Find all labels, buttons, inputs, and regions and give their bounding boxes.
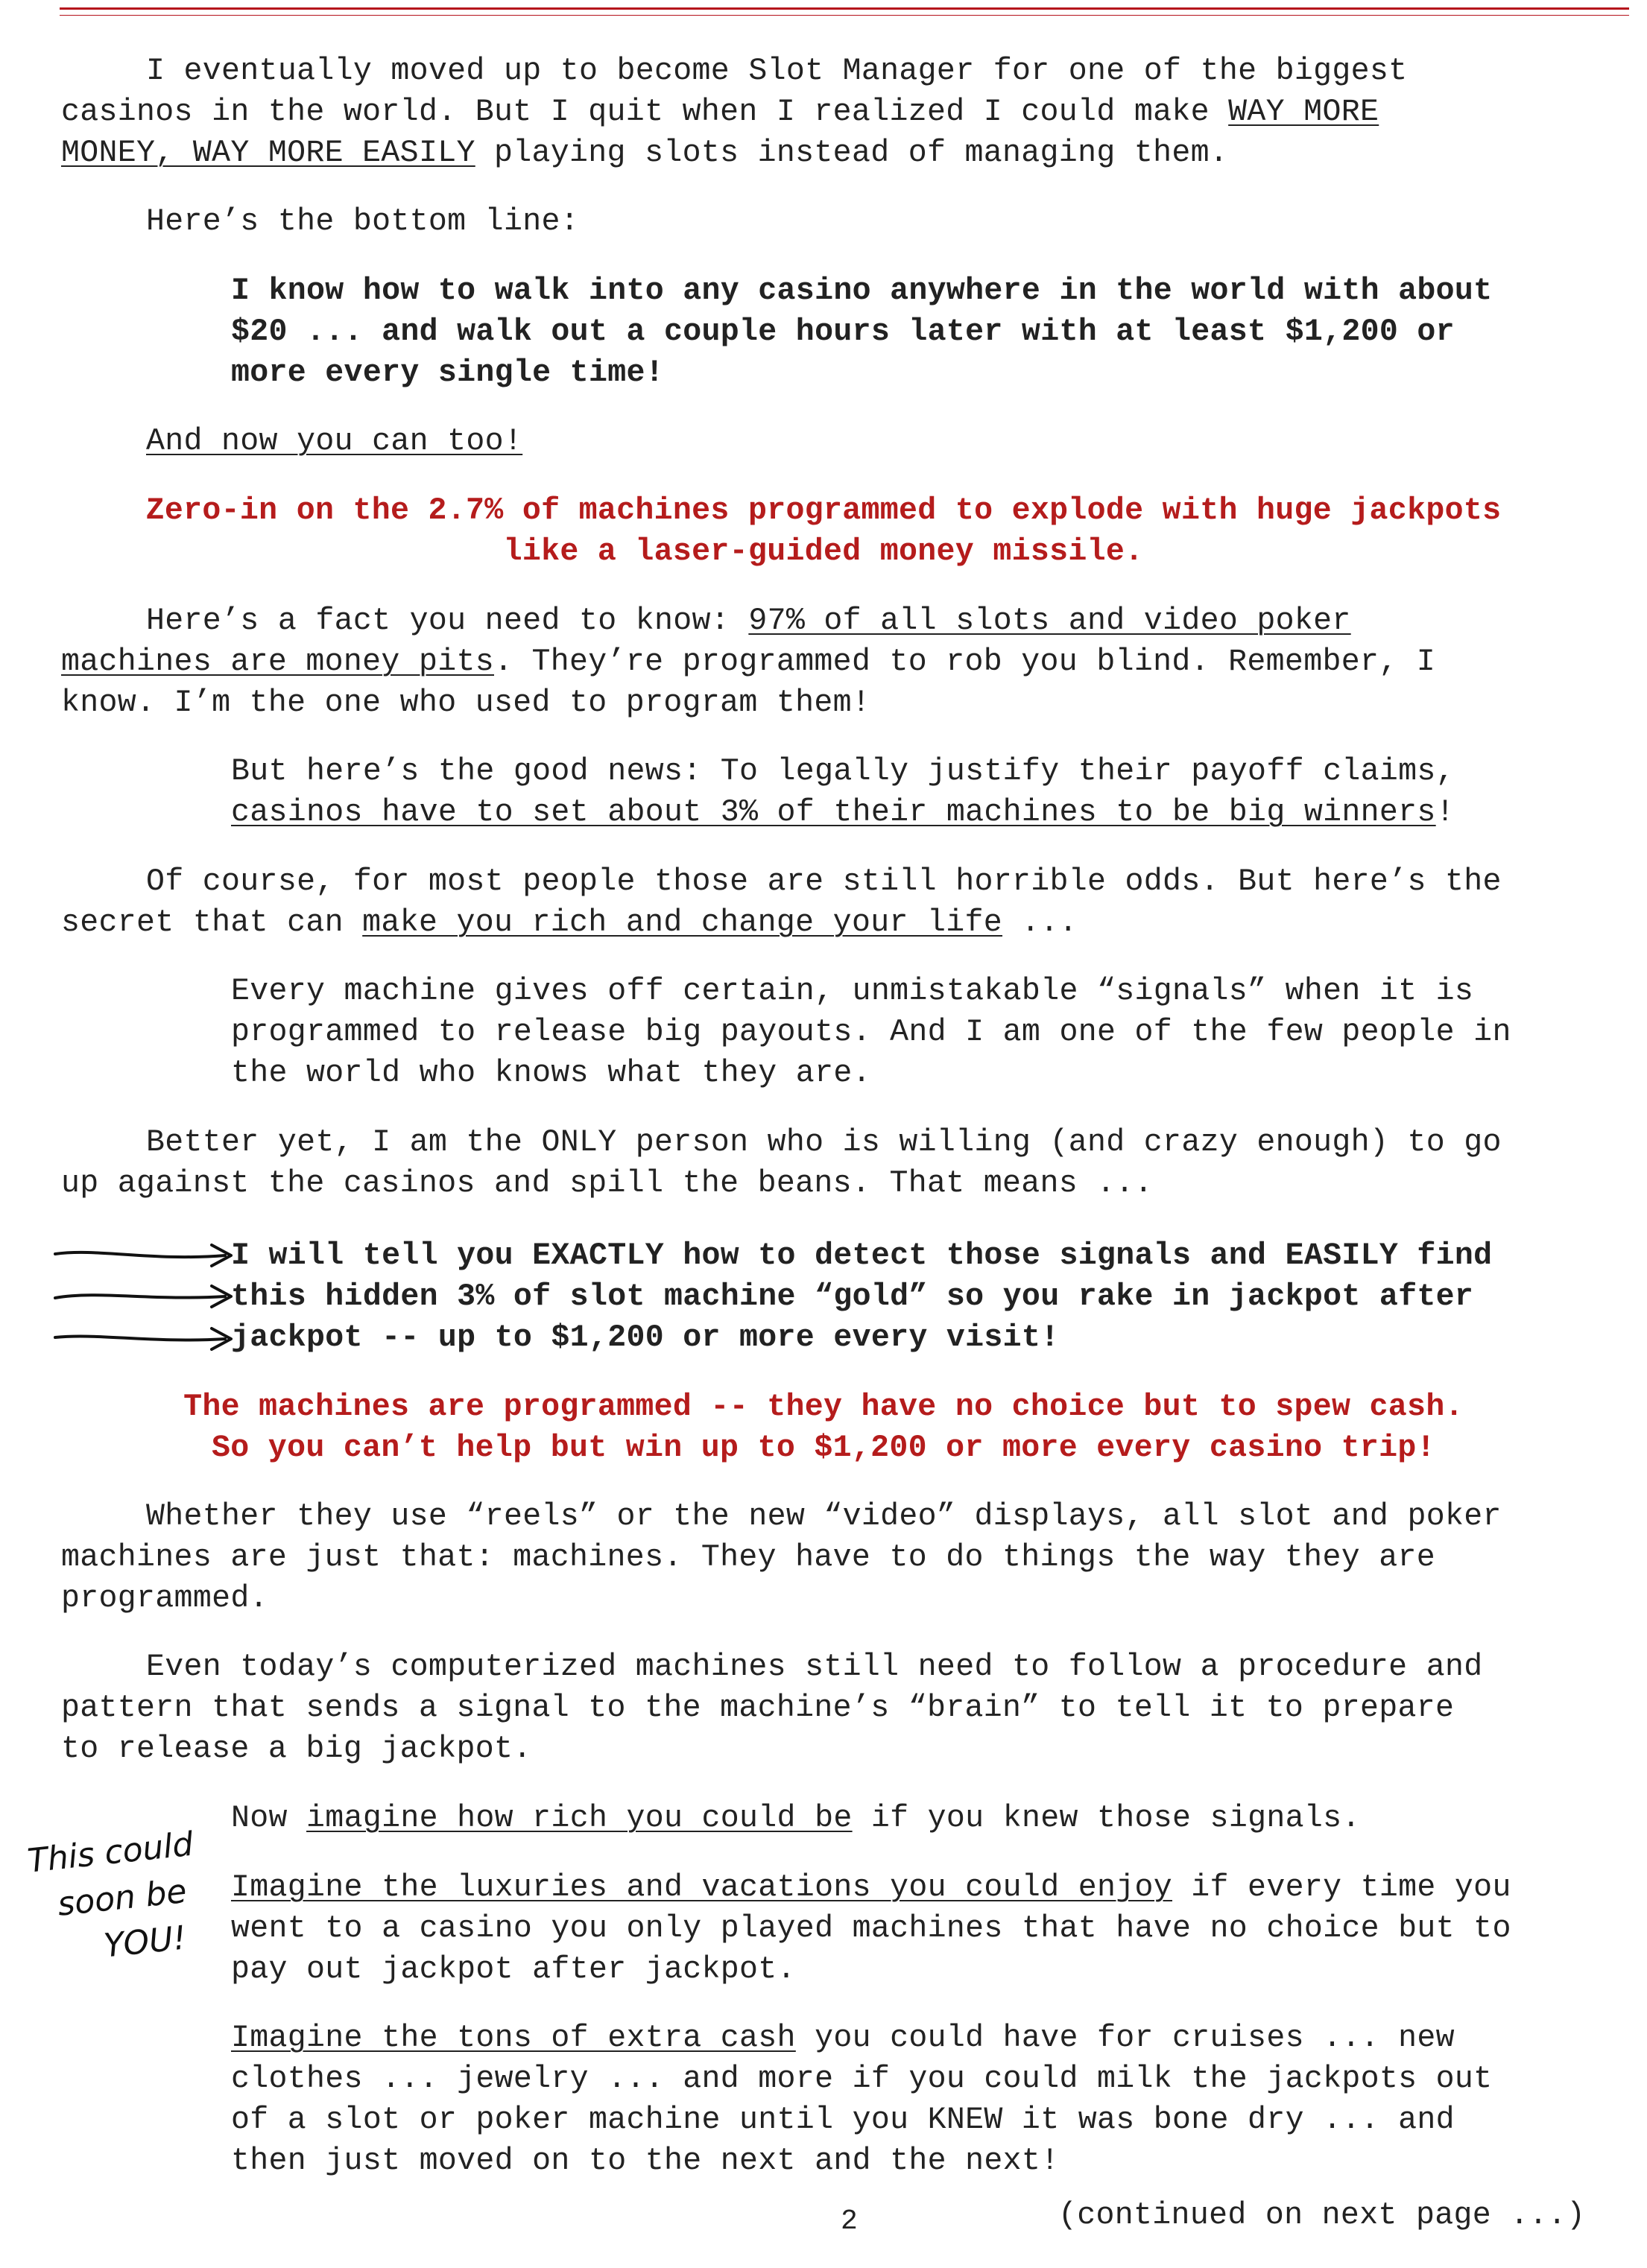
text: Even today’s computerized machines still need to follow a procedure and (146, 1650, 1483, 1685)
underlined-text: Imagine the luxuries and vacations you could enjoy (231, 1870, 1173, 1905)
text: clothes ... jewelry ... and more if you could milk the jackpots out (231, 2062, 1493, 2097)
text: I eventually moved up to become Slot Manager for one of the biggest (146, 54, 1408, 89)
text: . They’re programmed to rob you blind. Remember, I (494, 644, 1436, 680)
bold-line (231, 311, 1455, 352)
top-rule-thick (60, 7, 1629, 10)
underlined-text: WAY MORE (1228, 95, 1379, 130)
handwritten-line: soon be (55, 1872, 189, 1924)
text: Zero-in on the 2.7% of machines programmed to explode with huge jackpots (145, 493, 1502, 528)
text: Of course, for most people those are still horrible odds. But here’s the (146, 864, 1502, 899)
paragraph-line (61, 1537, 1435, 1578)
text: machines are just that: machines. They have to do things the way they are (61, 1540, 1436, 1575)
text: I know how to walk into any casino anywhere in the world with about (231, 273, 1493, 308)
text: the world who knows what they are. (231, 1056, 871, 1091)
underlined-text: Imagine the tons of extra cash (231, 2021, 796, 2056)
text: went to a casino you only played machines that have no choice but to (231, 1911, 1511, 1946)
paragraph-line (231, 751, 1455, 792)
paragraph-line (61, 902, 1078, 943)
paragraph-line (231, 1798, 1361, 1839)
underlined-text: imagine how rich you could be (306, 1801, 853, 1836)
paragraph-line (146, 601, 1351, 642)
paragraph-line (231, 971, 1473, 1012)
text: know. I’m the one who used to program them! (61, 685, 871, 720)
text: jackpot -- up to $1,200 or more every visit! (231, 1320, 1060, 1355)
text: So you can’t help but win up to $1,200 or more every casino trip! (212, 1431, 1435, 1466)
underlined-text: make you rich and change your life (362, 905, 1003, 940)
text: Here’s a fact you need to know: (146, 604, 749, 639)
text: The machines are programmed -- they have no choice but to spew cash. (183, 1390, 1464, 1425)
paragraph-line (231, 1053, 871, 1094)
text: more every single time! (231, 355, 664, 390)
paragraph-line (231, 2100, 1455, 2141)
handwritten-note (25, 1822, 205, 1977)
underlined-text: And now you can too! (146, 424, 523, 459)
text: ... (1002, 905, 1078, 940)
handwritten-line: This could (25, 1825, 195, 1881)
paragraph-line (61, 1729, 532, 1770)
paragraph-line (61, 133, 1228, 174)
paragraph-line (61, 1163, 1153, 1204)
text: Here’s the bottom line: (146, 204, 579, 239)
text: I will tell you EXACTLY how to detect those signals and EASILY find (231, 1238, 1493, 1273)
text: But here’s the good news: To legally justify their payoff claims, (231, 754, 1455, 789)
paragraph-line (231, 1908, 1511, 1949)
text: this hidden 3% of slot machine “gold” so you rake in jackpot after (231, 1279, 1474, 1314)
text: of a slot or poker machine until you KNEW it was bone dry ... and (231, 2103, 1455, 2138)
paragraph-line (61, 1688, 1454, 1729)
text: pay out jackpot after jackpot. (231, 1952, 796, 1987)
hand-drawn-arrow-icon (54, 1282, 247, 1311)
paragraph-line (231, 2141, 1059, 2182)
paragraph-line (61, 682, 870, 723)
red-headline (0, 1387, 1647, 1428)
hand-drawn-arrow-icon (54, 1324, 247, 1354)
text: $20 ... and walk out a couple hours later with at least $1,200 or (231, 314, 1455, 349)
paragraph-line (146, 1122, 1502, 1163)
paragraph-line (146, 51, 1407, 92)
continued-note (1058, 2195, 1585, 2236)
red-headline (0, 1428, 1647, 1469)
paragraph-line (231, 2018, 1455, 2059)
text: like a laser-guided money missile. (503, 534, 1144, 569)
paragraph-line (231, 2059, 1492, 2100)
text: if every time you (1172, 1870, 1511, 1905)
hand-drawn-arrow-icon (54, 1241, 247, 1270)
paragraph-line (231, 1867, 1511, 1908)
text: programmed. (61, 1581, 268, 1616)
text: ! (1435, 795, 1455, 830)
text: up against the casinos and spill the beans. That means ... (61, 1166, 1154, 1201)
paragraph-line (146, 201, 579, 242)
text: Now (231, 1801, 307, 1836)
red-headline (0, 531, 1647, 572)
bold-line (231, 270, 1492, 311)
text: Whether they use “reels” or the new “video” displays, all slot and poker (146, 1499, 1502, 1534)
bold-line (231, 1276, 1473, 1317)
paragraph-line (231, 1012, 1511, 1053)
text: casinos in the world. But I quit when I realized I could make (61, 95, 1229, 130)
bold-line (231, 352, 664, 393)
text: programmed to release big payouts. And I am one of the few people in (231, 1015, 1511, 1050)
text: if you knew those signals. (852, 1801, 1361, 1836)
underlined-text: 97% of all slots and video poker (748, 604, 1351, 639)
bold-line (231, 1317, 1059, 1358)
underlined-text: casinos have to set about 3% of their machines to be big winners (231, 795, 1436, 830)
paragraph-line (146, 1496, 1502, 1537)
text: you could have for cruises ... new (795, 2021, 1455, 2056)
paragraph-line (146, 861, 1502, 902)
text: secret that can (61, 905, 363, 940)
page-number: 2 (841, 2205, 858, 2237)
paragraph-line (61, 1578, 268, 1619)
paragraph-line (231, 792, 1455, 833)
underlined-text: MONEY, WAY MORE EASILY (61, 136, 475, 171)
handwritten-line: YOU! (101, 1919, 189, 1966)
red-headline (0, 490, 1647, 531)
paragraph-line (146, 1647, 1482, 1688)
paragraph-line (231, 1949, 796, 1990)
text: playing slots instead of managing them. (475, 136, 1229, 171)
text: pattern that sends a signal to the machine’s “brain” to tell it to prepare (61, 1691, 1455, 1726)
text: (continued on next page ...) (1058, 2198, 1586, 2233)
text: Better yet, I am the ONLY person who is willing (and crazy enough) to go (146, 1125, 1502, 1160)
paragraph-line (61, 642, 1435, 682)
bold-line (231, 1235, 1492, 1276)
underlined-text: machines are money pits (61, 644, 494, 680)
paragraph-line (61, 92, 1379, 133)
paragraph-line (146, 421, 522, 462)
text: then just moved on to the next and the next! (231, 2144, 1060, 2179)
top-rule-thin (60, 15, 1629, 16)
text: Every machine gives off certain, unmistakable “signals” when it is (231, 974, 1474, 1009)
text: to release a big jackpot. (61, 1732, 532, 1767)
